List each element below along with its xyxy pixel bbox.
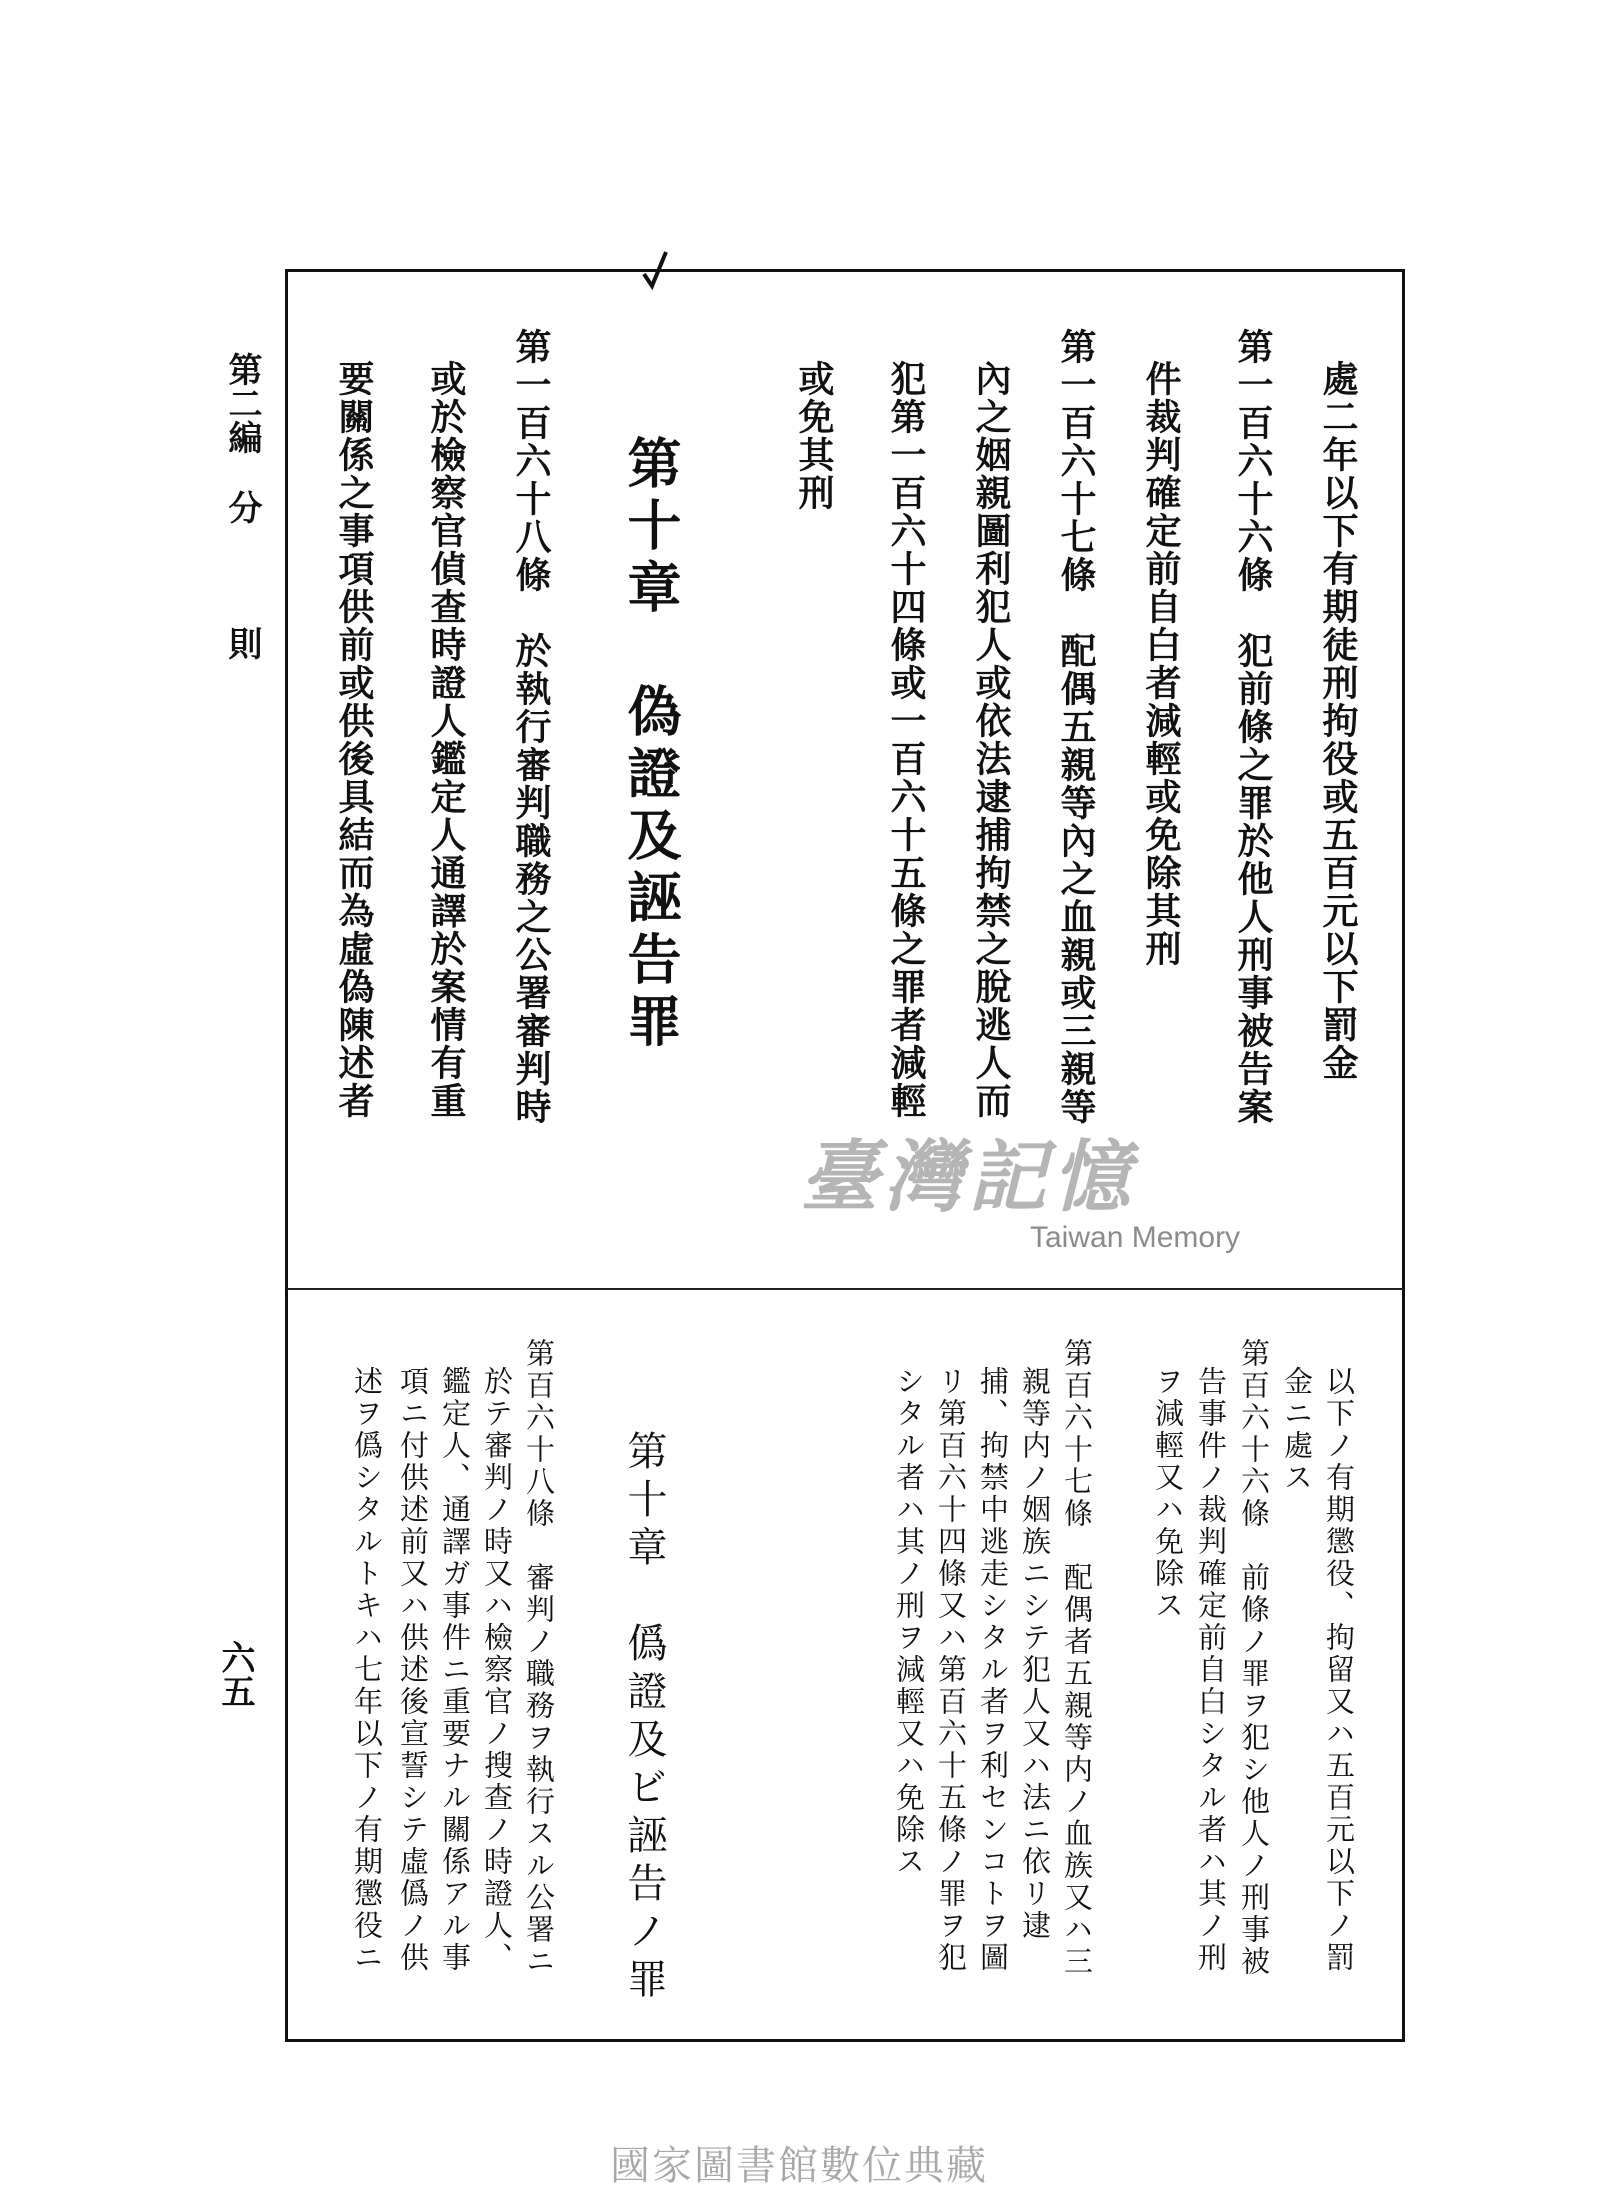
- lower-column: 述ヲ僞シタルトキハ七年以下ノ有期懲役ニ: [350, 1366, 384, 1974]
- lower-column: 金ニ處ス: [1280, 1366, 1314, 1494]
- lower-column: 項ニ付供述前又ハ供述後宣誓シテ虛僞ノ供: [396, 1366, 430, 1974]
- page-number: 六五: [215, 1640, 255, 1708]
- watermark-english: Taiwan Memory: [1030, 1221, 1241, 1254]
- section-divider: [287, 1288, 1404, 1290]
- lower-column: 告事件ノ裁判確定前自白シタル者ハ其ノ刑: [1194, 1366, 1228, 1974]
- lower-column: 第百六十七條 配偶者五親等内ノ血族又ハ三: [1060, 1338, 1094, 1978]
- lower-column: 鑑定人、通譯ガ事件ニ重要ナル關係アル事: [438, 1366, 472, 1974]
- upper-column: 犯第一百六十四條或一百六十五條之罪者減輕: [885, 360, 927, 1120]
- lower-chapter-heading: 第十章 僞證及ビ誣告ノ罪: [621, 1430, 667, 2006]
- lower-column: 以下ノ有期懲役、拘留又ハ五百元以下ノ罰: [1322, 1366, 1356, 1974]
- upper-column: 要關係之事項供前或供後具結而為虛偽陳述者: [333, 360, 375, 1120]
- lower-column: 於テ審判ノ時又ハ檢察官ノ搜查ノ時證人、: [480, 1366, 514, 1974]
- lower-column: 第百六十八條 審判ノ職務ヲ執行スル公署ニ: [522, 1338, 556, 1978]
- library-footer: 國家圖書館數位典藏: [610, 2143, 988, 2189]
- lower-column: 第百六十六條 前條ノ罪ヲ犯シ他人ノ刑事被: [1237, 1338, 1271, 1978]
- lower-column: 親等内ノ姻族ニシテ犯人又ハ法ニ依リ逮: [1018, 1366, 1052, 1942]
- upper-column: 第一百六十八條 於執行審判職務之公署審判時: [510, 328, 552, 1126]
- upper-chapter-heading: 第十章 偽證及誣告罪: [619, 435, 683, 1055]
- lower-column: ヲ減輕又ハ免除ス: [1151, 1366, 1185, 1622]
- upper-column: 內之姻親圖利犯人或依法逮捕拘禁之脫逃人而: [970, 360, 1012, 1120]
- checkmark-icon: [640, 250, 670, 290]
- lower-column: リ第百六十四條又ハ第百六十五條ノ罪ヲ犯: [934, 1366, 968, 1974]
- upper-column: 或於檢察官偵查時證人鑑定人通譯於案情有重: [425, 360, 467, 1120]
- upper-column: 件裁判確定前自白者減輕或免除其刑: [1140, 360, 1182, 968]
- upper-column: 第一百六十七條 配偶五親等內之血親或三親等: [1055, 328, 1097, 1126]
- margin-section-label: 第二編: [222, 352, 262, 454]
- watermark-chinese: 臺灣記憶: [800, 1132, 1137, 1223]
- taiwan-memory-watermark: [800, 1132, 1241, 1258]
- margin-part2: 則: [222, 626, 262, 660]
- margin-part1: 分: [222, 490, 262, 524]
- lower-column: シタル者ハ其ノ刑ヲ減輕又ハ免除ス: [892, 1366, 926, 1878]
- upper-column: 處二年以下有期徒刑拘役或五百元以下罰金: [1317, 360, 1359, 1082]
- lower-column: 捕、拘禁中逃走シタル者ヲ利センコトヲ圖: [976, 1366, 1010, 1974]
- upper-column: 第一百六十六條 犯前條之罪於他人刑事被告案: [1232, 328, 1274, 1126]
- upper-column: 或免其刑: [793, 360, 835, 512]
